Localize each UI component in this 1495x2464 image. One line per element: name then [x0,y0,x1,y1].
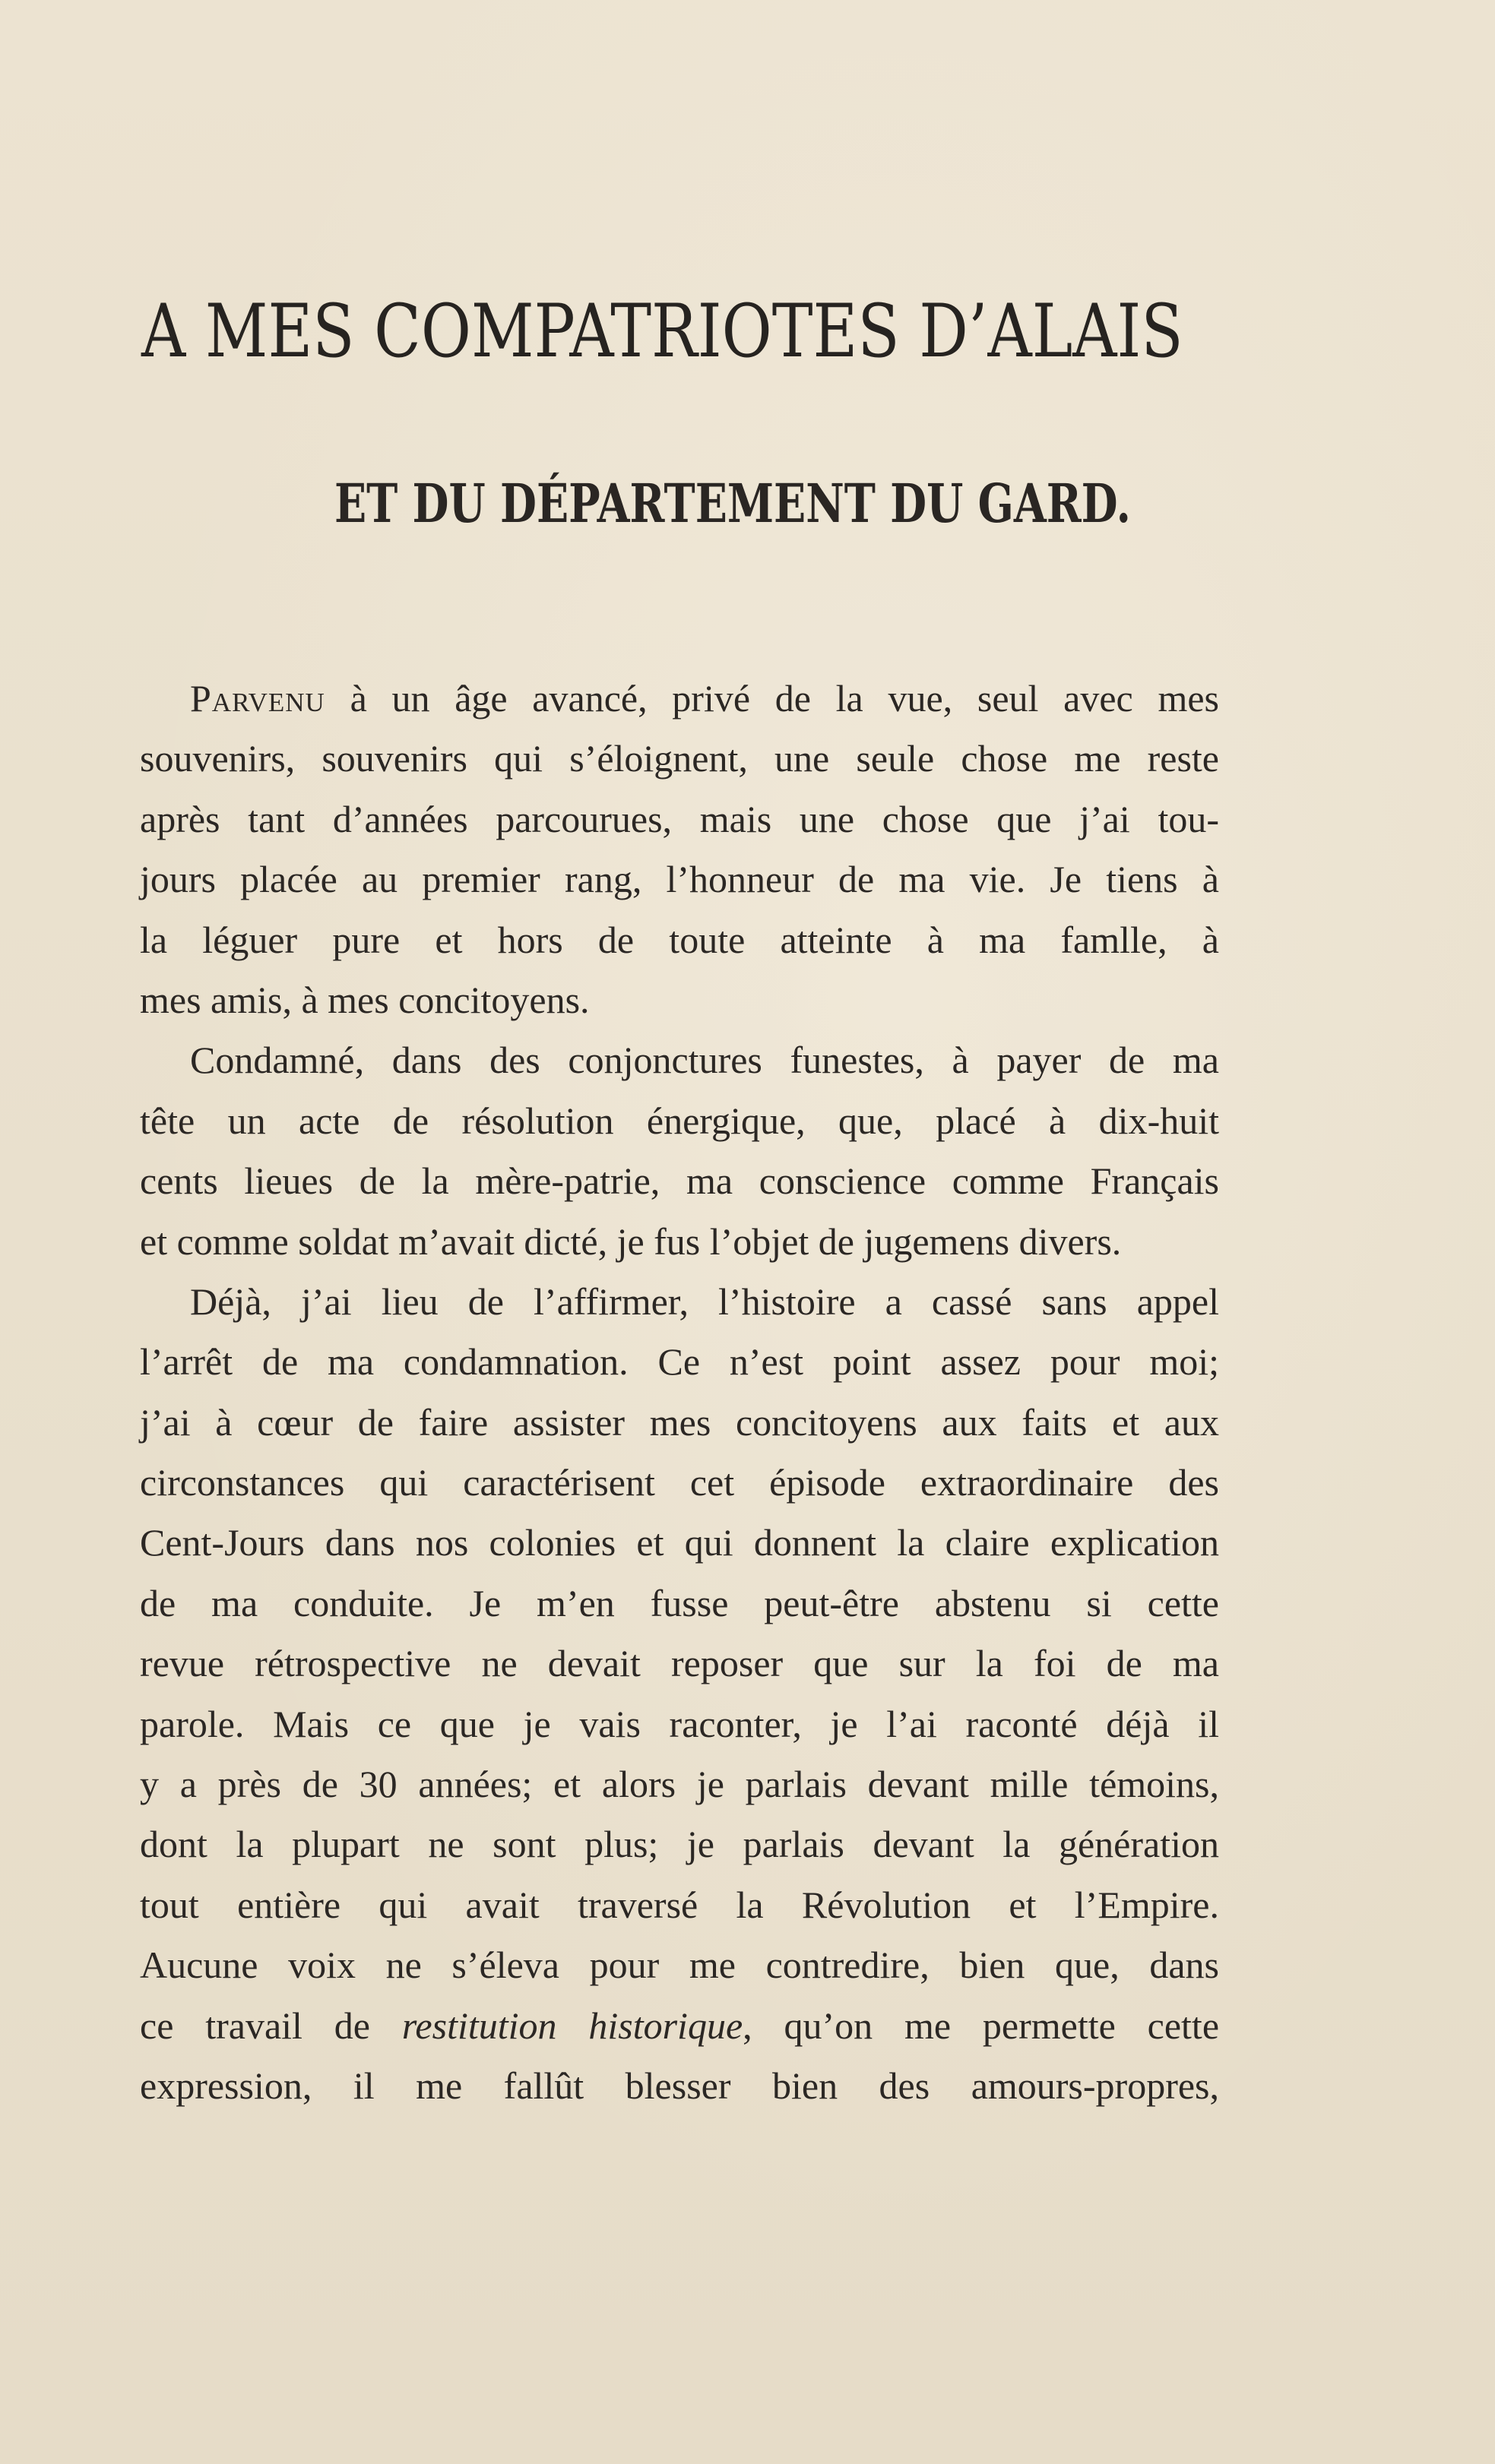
text-line: revue rétrospective ne devait reposer que sur la foi de ma [140,1642,1219,1685]
text-line: et comme soldat m’avait dicté, je fus l’objet de jugemens divers. [140,1219,1122,1263]
text-line: Condamné, dans des conjonctures funestes, à payer de ma [190,1039,1219,1082]
paragraph-lead-word: Parvenu [190,677,325,720]
page-title: A MES COMPATRIOTES D’ALAIS [141,289,1183,374]
text-line: tête un acte de résolution énergique, que, placé à dix-huit [140,1099,1219,1142]
text-line: souvenirs, souvenirs qui s’éloignent, une seule chose me reste [140,737,1219,780]
text-line: y a près de 30 années; et alors je parlais devant mille témoins, [140,1763,1219,1806]
text-line: tout entière qui avait traversé la Révolution et l’Empire. [140,1883,1219,1926]
text-line: parole. Mais ce que je vais raconter, je l’ai raconté déjà il [140,1702,1219,1745]
text-line: cents lieues de la mère-patrie, ma conscience comme Français [140,1159,1219,1203]
text-line: Cent-Jours dans nos colonies et qui donnent la claire explication [140,1521,1219,1564]
text-line: dont la plupart ne sont plus; je parlais devant la génération [140,1823,1219,1866]
text-line: la léguer pure et hors de toute atteinte à ma famlle, à [140,918,1219,961]
text-line: ce travail de restitution historique, qu’on me permette cette [140,2004,1220,2047]
text-line: après tant d’années parcourues, mais une chose que j’ai tou- [140,797,1219,840]
page-subtitle: ET DU DÉPARTEMENT DU GARD. [334,472,1131,535]
text-line: Déjà, j’ai lieu de l’affirmer, l’histoire a cassé sans appel [190,1279,1219,1323]
text-line: jours placée au premier rang, l’honneur de ma vie. Je tiens à [140,858,1219,901]
text-line: Aucune voix ne s’éleva pour me contredire, bien que, dans [140,1944,1219,1987]
text-line: mes amis, à mes concitoyens. [140,978,590,1021]
text-line: j’ai à cœur de faire assister mes concitoyens aux faits et aux [140,1400,1219,1444]
body-text [140,669,1219,2116]
text-line: Parvenu à un âge avancé, privé de la vue, seul avec mes [190,677,1219,720]
text-line: de ma conduite. Je m’en fusse peut-être abstenu si cette [140,1581,1219,1624]
text-line: l’arrêt de ma condamnation. Ce n’est point assez pour moi; [140,1340,1219,1384]
text-line: expression, il me fallût blesser bien des amours-propres, [140,2064,1219,2107]
text-line: circonstances qui caractérisent cet épisode extraordinaire des [140,1461,1219,1504]
italic-phrase: restitution historique [401,2004,743,2047]
